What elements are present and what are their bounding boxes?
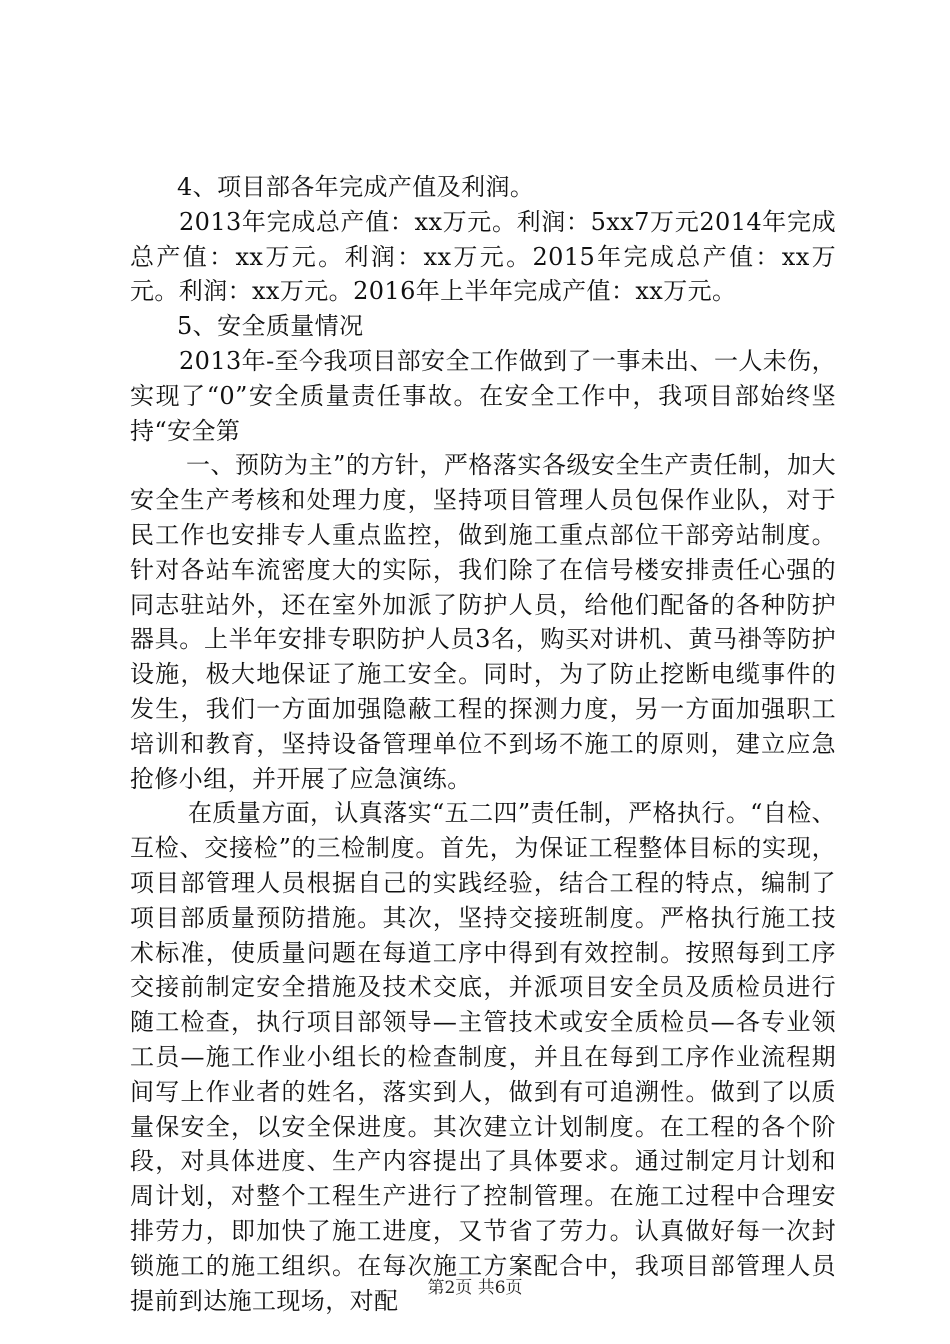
paragraph-safety-record: 2013年-至今我项目部安全工作做到了一事未出、一人未伤，实现了“0”安全质量责任事故。在安全工作中，我项目部始终坚持“安全第: [130, 346, 836, 445]
paragraph-output-figures: 2013年完成总产值：xx万元。利润：5xx7万元2014年完成总产值：xx万元。利润：xx万元。2015年完成总产值：xx万元。利润：xx万元。2016年上半年完成产值：xx万元。: [130, 207, 836, 306]
section-heading-safety-quality: 5、安全质量情况: [177, 312, 364, 341]
paragraph-quality-measures: 在质量方面，认真落实“五二四”责任制，严格执行。“自检、互检、交接检”的三检制度。首先，为保证工程整体目标的实现，项目部管理人员根据自己的实践经验，结合工程的特点，编制了项目部质量预防措施。其次，坚持交接班制度。严格执行施工技术标准，使质量问题在每道工序中得到有效控制。按照每到工序交接前制定安全措施及技术交底，并派项目安全员及质检员进行随工检查，执行项目部领导—主管技术或安全质检员—各专业领工员—施工作业小组长的检查制度，并且在每到工序作业流程期间写上作业者的姓名，落实到人，做到有可追溯性。做到了以质量保安全，以安全保进度。其次建立计划制度。在工程的各个阶段，对具体进度、生产内容提出了具体要求。通过制定月计划和周计划，对整个工程生产进行了控制管理。在施工过程中合理安排劳力，即加快了施工进度，又节省了劳力。认真做好每一次封锁施工的施工组织。在每次施工方案配合中，我项目部管理人员提前到达施工现场，对配: [130, 799, 837, 1315]
page-number-footer: 第2页 共6页: [427, 1278, 523, 1298]
section-heading-output-profit: 4、项目部各年完成产值及利润。: [177, 173, 535, 201]
document-body: [130, 170, 836, 1318]
paragraph-safety-measures: 一、预防为主”的方针，严格落实各级安全生产责任制，加大安全生产考核和处理力度，坚持项目管理人员包保作业队，对于民工作也安排专人重点监控，做到施工重点部位干部旁站制度。针对各站车流密度大的实际，我们除了在信号楼安排责任心强的同志驻站外，还在室外加派了防护人员，给他们配备的各种防护器具。上半年安排专职防护人员3名，购买对讲机、黄马褂等防护设施，极大地保证了施工安全。同时，为了防止挖断电缆事件的发生，我们一方面加强隐蔽工程的探测力度，另一方面加强职工培训和教育，坚持设备管理单位不到场不施工的原则，建立应急抢修小组，并开展了应急演练。: [130, 451, 836, 793]
